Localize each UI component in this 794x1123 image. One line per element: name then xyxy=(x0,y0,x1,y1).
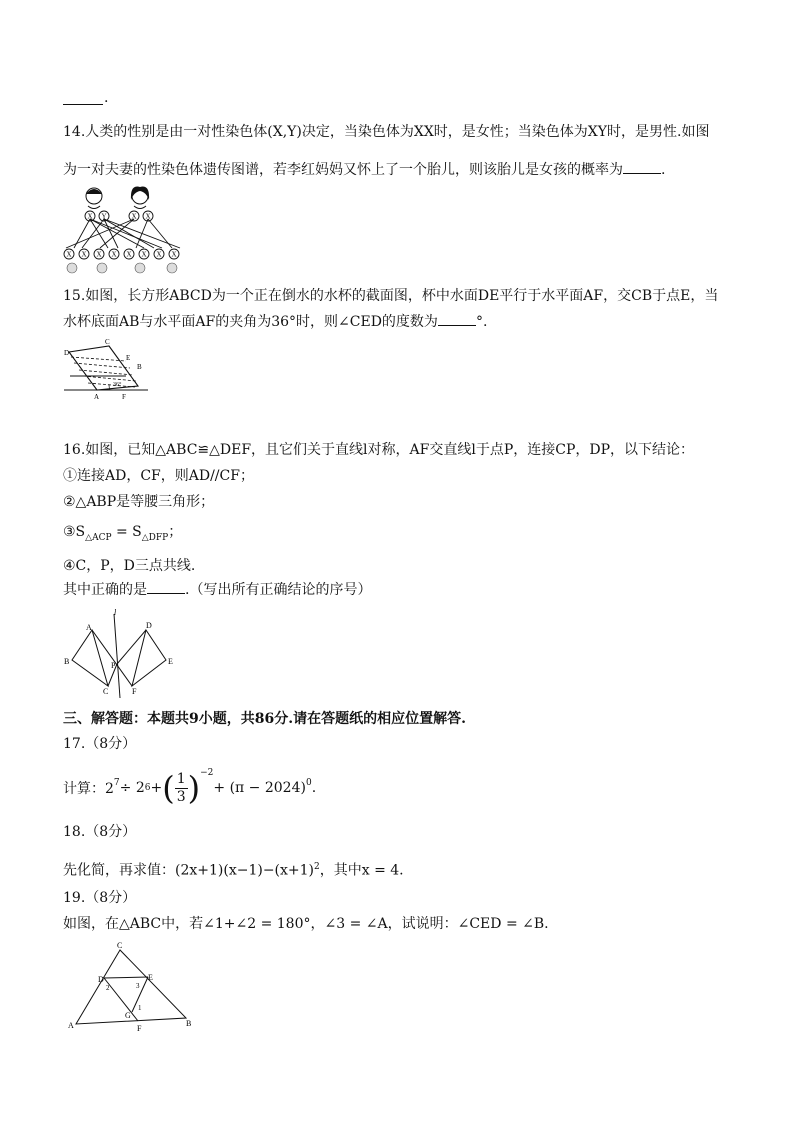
label-A: A xyxy=(68,1021,74,1030)
angle-36-label: 36° xyxy=(113,382,122,388)
q19-head: 19.（8分） xyxy=(63,890,137,906)
q17-plus1: + xyxy=(150,780,163,796)
label-l: l xyxy=(114,608,117,617)
baby-icon xyxy=(167,263,177,273)
child-pair-4 xyxy=(124,249,134,259)
q17-div: ÷ 2 xyxy=(119,780,145,796)
rectangle-ABCD xyxy=(69,346,138,390)
triangle-ABC xyxy=(72,630,108,686)
label-A: A xyxy=(94,393,100,400)
q18-pre: 先化简，再求值：(2x+1)(x−1)−(x+1) xyxy=(63,862,315,879)
baby-icon xyxy=(67,263,77,273)
child-1-a: X xyxy=(81,250,87,259)
q16-answer-blank[interactable] xyxy=(147,581,185,594)
q14-line2-end: . xyxy=(661,162,666,178)
label-B: B xyxy=(137,363,142,371)
child-4-a: X xyxy=(126,250,132,259)
child-pair-7 xyxy=(169,249,179,259)
q16-conclusion-2: ②△ABP是等腰三角形； xyxy=(63,494,215,510)
label-E: E xyxy=(168,657,173,666)
q19-triangle-diagram xyxy=(62,940,194,1032)
q16-ask-post: .（写出所有正确结论的序号） xyxy=(185,582,372,598)
q16-conclusion-4: ④C，P，D三点共线. xyxy=(63,558,196,574)
q17-rparen: ) xyxy=(187,769,201,807)
angle-3-label: 3 xyxy=(136,982,140,990)
label-B: B xyxy=(186,1019,192,1028)
child-6-a: X xyxy=(156,250,162,259)
q16-conclusion-3 xyxy=(63,522,182,548)
c3-sub1: △ACP xyxy=(85,532,112,543)
child-3-a: X xyxy=(111,250,117,259)
parent-chromosome-0: X xyxy=(87,212,93,221)
q16-question xyxy=(63,580,371,600)
q16-line1: 16.如图，已知△ABC≌△DEF，且它们关于直线l对称，AF交直线l于点P，连接CP，DP，以下结论： xyxy=(63,442,695,458)
q17-numerator: 1 xyxy=(176,770,186,787)
q16-symmetry-diagram xyxy=(62,608,184,700)
q17-exp3: −2 xyxy=(200,768,214,778)
answer-blank-fragment xyxy=(63,94,103,105)
label-C: C xyxy=(105,338,110,346)
child-2-a: X xyxy=(96,250,102,259)
label-E: E xyxy=(148,973,153,982)
c3-s1: ③S xyxy=(63,524,86,540)
label-F: F xyxy=(122,393,126,400)
child-pair-3 xyxy=(109,249,119,259)
line-l xyxy=(114,614,120,698)
q17-lparen: ( xyxy=(162,769,175,807)
triangle-DEF xyxy=(132,630,166,686)
q18-exp: 2 xyxy=(314,862,320,872)
label-C: C xyxy=(103,687,109,696)
child-0-a: X xyxy=(66,250,72,259)
label-P: P xyxy=(111,661,116,670)
q17-exp2: 6 xyxy=(144,783,151,793)
label-G: G xyxy=(125,1011,131,1020)
q14-inheritance-diagram xyxy=(62,184,194,276)
q14-line2 xyxy=(63,160,665,180)
q17-exp1: 7 xyxy=(113,778,120,788)
parent-chromosome-2: X xyxy=(131,212,137,221)
label-C: C xyxy=(117,941,123,950)
parent-chromosome-3: X xyxy=(145,212,151,221)
label-A: A xyxy=(86,623,92,632)
child-pair-5 xyxy=(139,249,149,259)
q17-end: . xyxy=(311,780,317,796)
q17-expression xyxy=(63,766,316,810)
angle-1-label: 1 xyxy=(138,1004,142,1012)
c3-eq: = S xyxy=(111,524,142,540)
c3-end: ； xyxy=(168,524,183,540)
child-7-a: X xyxy=(171,250,177,259)
q17-denominator: 3 xyxy=(176,788,186,805)
q19-text: 如图，在△ABC中，若∠1+∠2 = 180°，∠3 = ∠A，试说明：∠CED = ∠B. xyxy=(63,916,549,932)
baby-icon xyxy=(135,263,145,273)
label-B: B xyxy=(64,657,70,666)
segment-DE xyxy=(104,977,148,978)
angle-2-label: 2 xyxy=(106,984,110,992)
q17-exp4: 0 xyxy=(305,778,312,788)
baby-icon xyxy=(97,263,107,273)
q17-pre: 计算：2 xyxy=(63,781,114,797)
label-F: F xyxy=(132,687,137,696)
q15-cup-diagram xyxy=(62,338,152,400)
c3-sub2: △DFP xyxy=(141,532,169,543)
label-D: D xyxy=(64,349,70,357)
child-pair-1 xyxy=(79,249,89,259)
label-E: E xyxy=(126,354,131,362)
father-icon xyxy=(86,188,102,209)
q18-post: ，其中x = 4. xyxy=(319,862,404,879)
q15-answer-blank[interactable] xyxy=(438,313,476,326)
fragment-period: . xyxy=(104,90,109,106)
child-5-a: X xyxy=(141,250,147,259)
q14-answer-blank[interactable] xyxy=(623,161,661,174)
q17-plus2: + (π − 2024) xyxy=(213,780,306,796)
q18-head: 18.（8分） xyxy=(63,824,137,840)
q17-fraction xyxy=(175,771,188,806)
label-F: F xyxy=(137,1024,142,1032)
q14-line1: 14.人类的性别是由一对性染色体(X,Y)决定，当染色体为XX时，是女性；当染色体为XY时，是男性.如图 xyxy=(63,124,710,140)
parent-chromosome-1: Y xyxy=(101,212,107,221)
q14-line2-text: 为一对夫妻的性染色体遗传图谱，若李红妈妈又怀上了一个胎儿，则该胎儿是女孩的概率为 xyxy=(63,162,623,178)
label-D: D xyxy=(146,621,152,630)
q17-head: 17.（8分） xyxy=(63,736,137,752)
child-pair-6 xyxy=(154,249,164,259)
child-pair-0 xyxy=(64,249,74,259)
q18-expression xyxy=(63,857,404,881)
q16-ask-pre: 其中正确的是 xyxy=(63,582,147,598)
label-D: D xyxy=(98,975,104,984)
q15-line1: 15.如图，长方形ABCD为一个正在倒水的水杯的截面图，杯中水面DE平行于水平面AF，交CB于点E，当 xyxy=(63,288,719,304)
child-pair-2 xyxy=(94,249,104,259)
section-3-heading: 三、解答题：本题共9小题，共86分.请在答题纸的相应位置解答. xyxy=(63,711,466,727)
mother-icon xyxy=(131,187,149,209)
q16-conclusion-1: ①连接AD，CF，则AD//CF； xyxy=(63,468,254,484)
q15-line2-text: 水杯底面AB与水平面AF的夹角为36°时，则∠CED的度数为 xyxy=(63,314,438,330)
q15-line2 xyxy=(63,312,487,332)
q15-line2-end: °. xyxy=(475,314,488,330)
